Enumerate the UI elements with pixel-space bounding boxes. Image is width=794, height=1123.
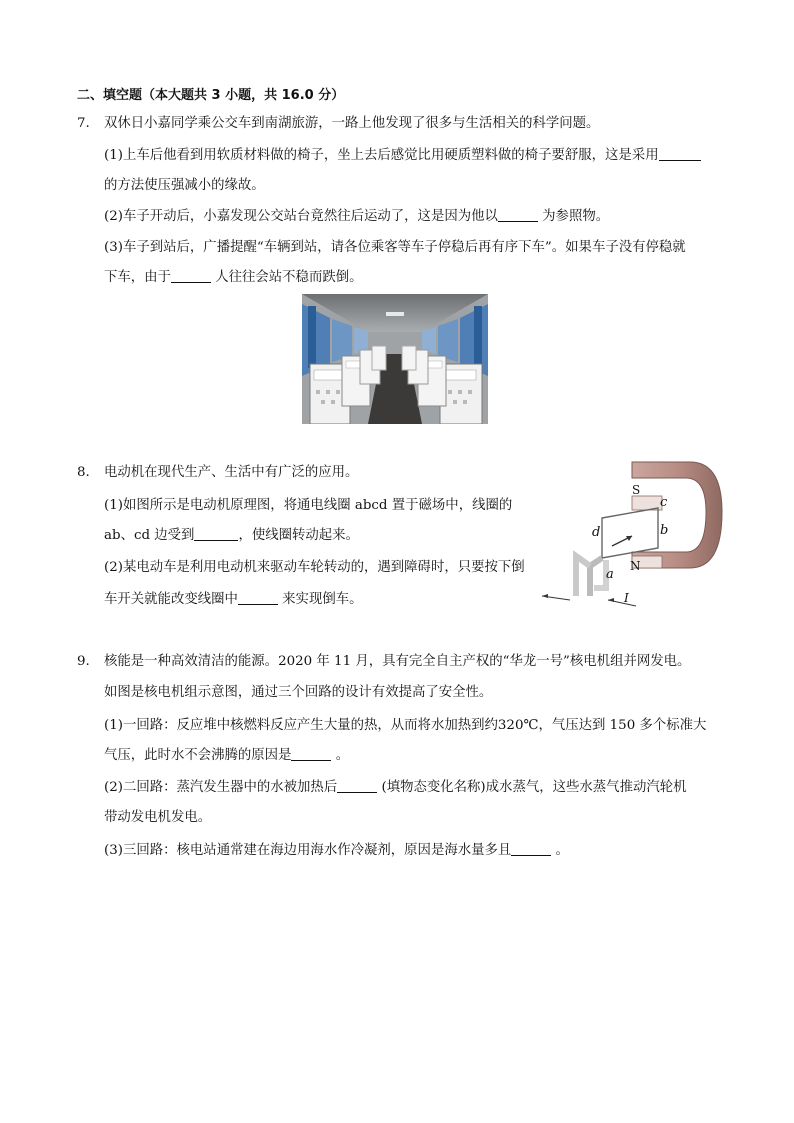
sub-question-1-cont (104, 746, 349, 766)
sub-question-1-cont (104, 526, 359, 546)
bus-interior-photo (302, 294, 488, 424)
label-n: N (630, 559, 641, 573)
label-i: I (624, 591, 629, 605)
question-text: (2)二回路：蒸汽发生器中的水被加热后 (104, 780, 338, 795)
section-title: 二、填空题（本大题共 3 小题，共 16.0 分） (77, 88, 345, 103)
sub-question-3-cont (104, 268, 363, 288)
motor-diagram (540, 456, 740, 616)
label-c: c (660, 495, 668, 510)
question-text: ab、cd 边受到 (104, 528, 195, 543)
question-text: 的方法使压强减小的缘故。 (104, 178, 265, 193)
sub-question-2-cont (104, 590, 363, 610)
answer-blank[interactable] (498, 207, 538, 222)
label-d: d (592, 525, 601, 540)
question-intro-2: 如图是核电机组示意图，通过三个回路的设计有效提高了安全性。 (104, 685, 493, 700)
label-b: b (660, 523, 669, 538)
question-intro: 双休日小嘉同学乘公交车到南湖旅游，一路上他发现了很多与生活相关的科学问题。 (104, 116, 600, 131)
question-intro: 核能是一种高效清洁的能源。2020 年 11 月，具有完全自主产权的“华龙一号”核电机组并网发电。 (104, 654, 691, 669)
question-number: 8. (77, 465, 90, 480)
question-text: 带动发电机发电。 (104, 810, 212, 825)
question-text: 。 (331, 748, 350, 763)
question-text: 气压，此时水不会沸腾的原因是 (104, 748, 292, 763)
label-s: S (632, 483, 641, 497)
question-intro: 电动机在现代生产、生活中有广泛的应用。 (104, 465, 359, 480)
sub-question-1 (104, 146, 701, 166)
answer-blank[interactable] (171, 268, 211, 283)
sub-question-2 (104, 778, 687, 798)
question-number: 9. (77, 654, 90, 669)
question-number: 7. (77, 116, 90, 131)
question-text: ，使线圈转动起来。 (238, 528, 359, 543)
question-text: 。 (551, 843, 569, 858)
question-text: (填物态变化名称)成水蒸气，这些水蒸气推动汽轮机 (377, 780, 687, 795)
sub-question-2: (2)某电动车是利用电动机来驱动车轮转动的，遇到障碍时，只要按下倒 (104, 560, 525, 575)
sub-question-3 (104, 841, 569, 861)
question-text: 下车，由于 (104, 270, 171, 285)
answer-blank[interactable] (511, 841, 551, 856)
question-text: 来实现倒车。 (277, 592, 363, 607)
answer-blank[interactable] (291, 746, 331, 761)
question-text: 车开关就能改变线圈中 (104, 592, 238, 607)
question-text: 人往往会站不稳而跌倒。 (210, 270, 363, 285)
question-text: (1)上车后他看到用软质材料做的椅子，坐上去后感觉比用硬质塑料做的椅子要舒服，这是采用 (104, 148, 659, 163)
question-text: 为参照物。 (537, 209, 610, 224)
question-text: (2)车子开动后，小嘉发现公交站台竟然往后运动了，这是因为他以 (104, 209, 498, 224)
answer-blank[interactable] (238, 590, 278, 605)
sub-question-1: (1)如图所示是电动机原理图，将通电线圈 abcd 置于磁场中，线圈的 (104, 498, 513, 513)
sub-question-1: (1)一回路：反应堆中核燃料反应产生大量的热，从而将水加热到约320℃，气压达到 150 多个标准大 (104, 718, 707, 733)
sub-question-2 (104, 207, 609, 227)
label-a: a (606, 567, 614, 582)
answer-blank[interactable] (337, 778, 377, 793)
answer-blank[interactable] (194, 526, 238, 541)
answer-blank[interactable] (659, 146, 701, 161)
sub-question-3: (3)车子到站后，广播提醒“车辆到站，请各位乘客等车子停稳后再有序下车”。如果车子没有停稳就 (104, 240, 686, 255)
question-text: (3)三回路：核电站通常建在海边用海水作冷凝剂，原因是海水量多且 (104, 843, 512, 858)
